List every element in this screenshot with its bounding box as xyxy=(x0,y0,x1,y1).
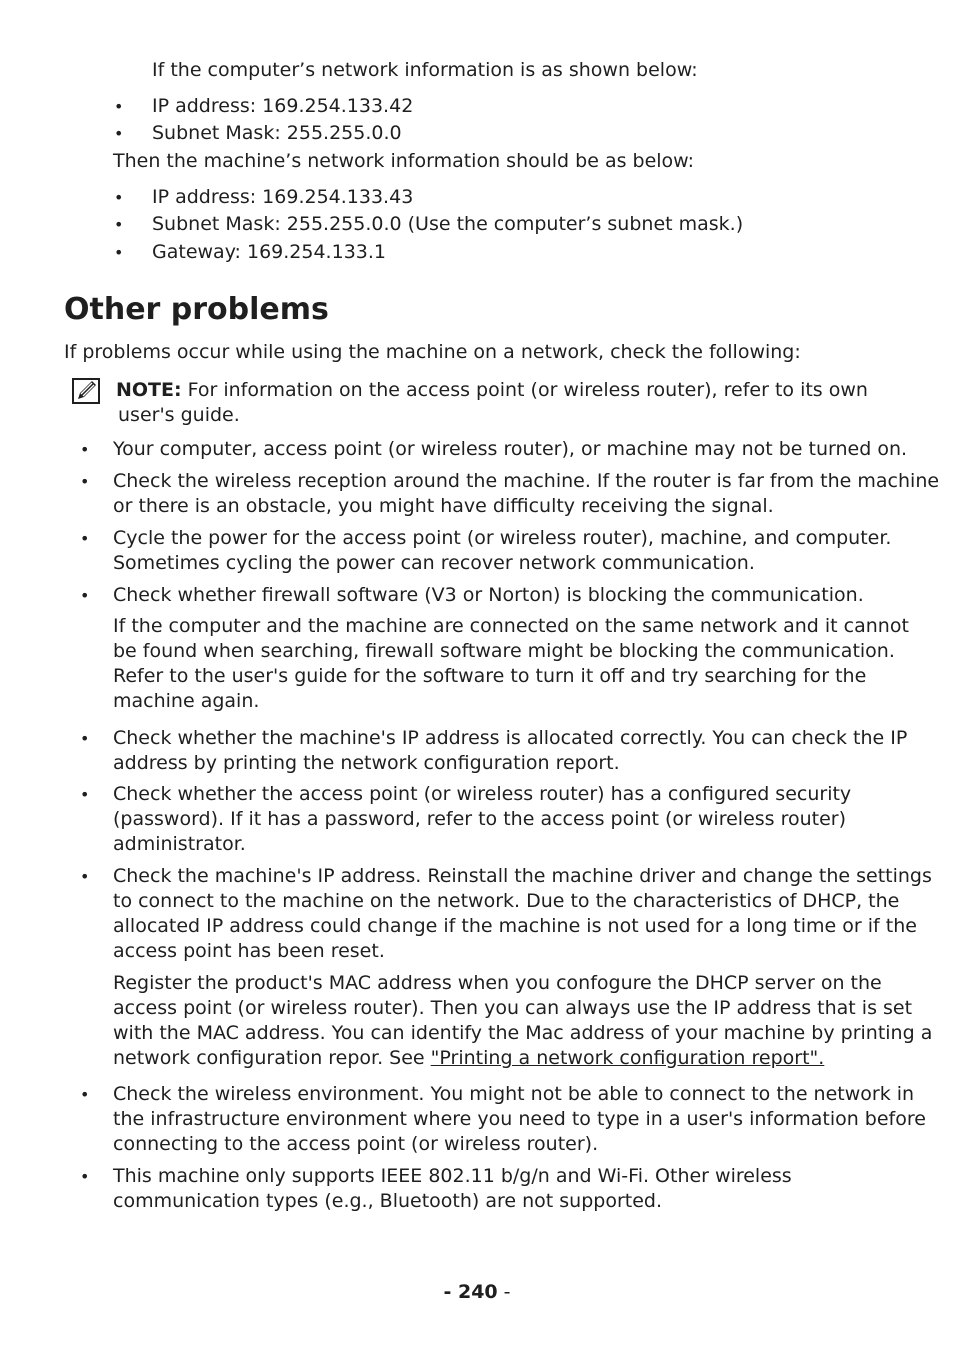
section-intro: If problems occur while using the machine on a network, check the following: xyxy=(64,341,801,363)
bullet-marker: • xyxy=(80,785,90,804)
bullet-7-line-4: access point has been reset. xyxy=(113,940,385,962)
bullet-marker: • xyxy=(80,586,90,605)
note-text: For information on the access point (or wireless router), refer to its own xyxy=(181,379,868,401)
bullet-7-line-2: to connect to the machine on the network. Due to the characteristics of DHCP, the xyxy=(113,890,900,912)
bullet-4-line-1: Check whether firewall software (V3 or Norton) is blocking the communication. xyxy=(113,584,864,606)
mac-para-line-2: access point (or wireless router). Then you can always use the IP address that is set xyxy=(113,997,913,1019)
bullet-marker: • xyxy=(80,1085,90,1104)
bullet-7-line-3: allocated IP address could change if the machine is not used for a long time or if the xyxy=(113,915,917,937)
note-label: NOTE: xyxy=(116,379,182,401)
computer-subnet: Subnet Mask: 255.255.0.0 xyxy=(152,122,402,144)
page-number-suffix: - xyxy=(497,1281,511,1303)
section-heading: Other problems xyxy=(64,292,329,327)
note-pencil-icon xyxy=(72,378,100,404)
bullet-7-line-1: Check the machine's IP address. Reinstall the machine driver and change the settings xyxy=(113,865,932,887)
firewall-para-line-2: be found when searching, firewall software might be blocking the communication. xyxy=(113,640,895,662)
bullet-marker: • xyxy=(80,472,90,491)
bullet-8-line-2: the infrastructure environment where you need to type in a user's information before xyxy=(113,1108,926,1130)
bullet-6-line-2: (password). If it has a password, refer to the access point (or wireless router) xyxy=(113,808,847,830)
bullet-marker: • xyxy=(114,124,124,143)
firewall-para-line-3: Refer to the user's guide for the software to turn it off and try searching for the xyxy=(113,665,867,687)
bullet-5-line-2: address by printing the network configuration report. xyxy=(113,752,620,774)
bullet-5-line-1: Check whether the machine's IP address is allocated correctly. You can check the IP xyxy=(113,727,908,749)
note-line-2: user's guide. xyxy=(118,404,240,426)
bullet-marker: • xyxy=(80,729,90,748)
intro-text: If the computer’s network information is as shown below: xyxy=(152,59,698,81)
bullet-9-line-2: communication types (e.g., Bluetooth) are not supported. xyxy=(113,1190,663,1212)
firewall-para-line-1: If the computer and the machine are connected on the same network and it cannot xyxy=(113,615,909,637)
page-number-value: 240 xyxy=(457,1281,498,1303)
page-number-prefix: - xyxy=(443,1281,458,1303)
mac-para-line-4 xyxy=(113,1046,824,1071)
bullet-1-line-1: Your computer, access point (or wireless router), or machine may not be turned on. xyxy=(113,438,908,460)
bullet-marker: • xyxy=(80,1167,90,1186)
bullet-8-line-3: connecting to the access point (or wireless router). xyxy=(113,1133,599,1155)
bullet-marker: • xyxy=(114,97,124,116)
mac-para-line-1: Register the product's MAC address when you confogure the DHCP server on the xyxy=(113,972,882,994)
bullet-6-line-3: administrator. xyxy=(113,833,246,855)
then-text: Then the machine’s network information should be as below: xyxy=(113,150,695,172)
bullet-marker: • xyxy=(80,529,90,548)
firewall-para-line-4: machine again. xyxy=(113,690,260,712)
bullet-3-line-2: Sometimes cycling the power can recover network communication. xyxy=(113,552,755,574)
bullet-marker: • xyxy=(114,188,124,207)
note-line-1 xyxy=(116,378,868,403)
machine-subnet: Subnet Mask: 255.255.0.0 (Use the computer’s subnet mask.) xyxy=(152,213,744,235)
bullet-marker: • xyxy=(80,440,90,459)
machine-ip: IP address: 169.254.133.43 xyxy=(152,186,414,208)
bullet-9-line-1: This machine only supports IEEE 802.11 b/g/n and Wi-Fi. Other wireless xyxy=(113,1165,792,1187)
network-report-link[interactable]: "Printing a network configuration report". xyxy=(430,1047,825,1069)
mac-para-prefix: network configuration repor. See xyxy=(113,1047,431,1069)
page-number xyxy=(0,1279,954,1305)
mac-para-line-3: with the MAC address. You can identify the Mac address of your machine by printing a xyxy=(113,1022,933,1044)
bullet-3-line-1: Cycle the power for the access point (or wireless router), machine, and computer. xyxy=(113,527,892,549)
bullet-marker: • xyxy=(80,867,90,886)
bullet-2-line-1: Check the wireless reception around the machine. If the router is far from the machine xyxy=(113,470,940,492)
bullet-6-line-1: Check whether the access point (or wireless router) has a configured security xyxy=(113,783,852,805)
computer-ip: IP address: 169.254.133.42 xyxy=(152,95,414,117)
machine-gateway: Gateway: 169.254.133.1 xyxy=(152,241,386,263)
bullet-8-line-1: Check the wireless environment. You might not be able to connect to the network in xyxy=(113,1083,915,1105)
bullet-2-line-2: or there is an obstacle, you might have difficulty receiving the signal. xyxy=(113,495,774,517)
bullet-marker: • xyxy=(114,243,124,262)
bullet-marker: • xyxy=(114,215,124,234)
